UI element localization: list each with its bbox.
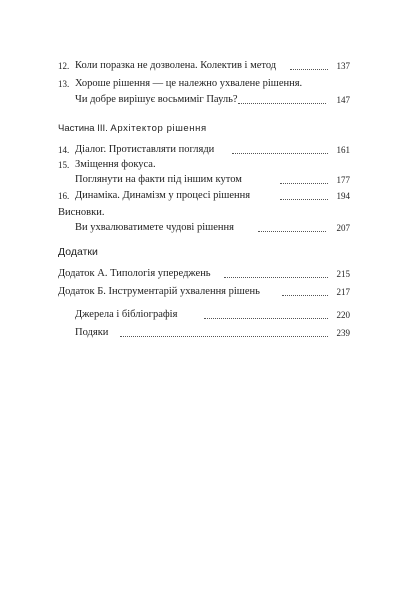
- page-number: 220: [336, 310, 350, 320]
- page-number: 161: [336, 145, 350, 155]
- toc-entry-15-line2: [58, 172, 350, 188]
- chapter-title: Динаміка. Динамізм у процесі рішення: [75, 190, 251, 201]
- toc-appendix-a: [58, 266, 350, 282]
- toc-entry-13-line2: [58, 92, 350, 108]
- dot-leader: [238, 103, 326, 104]
- page-number: 217: [336, 287, 350, 297]
- toc-entry-16: [58, 188, 350, 204]
- chapter-title: Зміщення фокуса.: [75, 159, 156, 170]
- conclusion-title: Висновки.: [58, 207, 105, 218]
- appendix-title: Додаток А. Типологія упереджень: [58, 268, 211, 279]
- toc-entry-13: [58, 76, 350, 92]
- table-of-contents: [58, 0, 350, 600]
- chapter-number: 16.: [58, 191, 70, 201]
- page-number: 147: [336, 95, 350, 105]
- dot-leader: [280, 183, 328, 184]
- toc-entry-12: [58, 58, 350, 74]
- sources-title: Джерела і бібліографія: [75, 309, 178, 320]
- toc-conclusion-line2: [58, 220, 350, 236]
- part-title: Архітектор рішення: [110, 123, 207, 134]
- page-number: 207: [336, 223, 350, 233]
- page-number: 137: [336, 61, 350, 71]
- chapter-title-continued: Поглянути на факти під іншим кутом: [75, 174, 242, 185]
- toc-sources: [58, 307, 350, 323]
- part-heading: [58, 121, 207, 137]
- dot-leader: [282, 295, 328, 296]
- acknowledgements-title: Подяки: [75, 327, 109, 338]
- toc-acknowledgements: [58, 325, 350, 341]
- dot-leader: [232, 153, 328, 154]
- dot-leader: [120, 336, 328, 337]
- chapter-number: 14.: [58, 145, 70, 155]
- page-number: 239: [336, 328, 350, 338]
- chapter-number: 13.: [58, 79, 70, 89]
- chapter-title: Діалог. Протиставляти погляди: [75, 144, 215, 155]
- part-prefix: Частина ІІІ.: [58, 123, 111, 134]
- dot-leader: [258, 231, 326, 232]
- toc-conclusion: [58, 205, 350, 221]
- dot-leader: [280, 199, 328, 200]
- chapter-title: Хороше рішення — це належно ухвалене рішення.: [75, 78, 303, 89]
- chapter-title: Коли поразка не дозволена. Колектив і метод: [75, 60, 277, 71]
- appendix-heading: Додатки: [58, 246, 98, 258]
- dot-leader: [290, 69, 328, 70]
- dot-leader: [204, 318, 328, 319]
- chapter-number: 12.: [58, 61, 70, 71]
- conclusion-subtitle: Ви ухвалюватимете чудові рішення: [75, 222, 234, 233]
- appendix-title: Додаток Б. Інструментарій ухвалення рішень: [58, 286, 260, 297]
- chapter-number: 15.: [58, 160, 70, 170]
- toc-entry-15: [58, 157, 350, 173]
- page-number: 194: [336, 191, 350, 201]
- page-number: 177: [336, 175, 350, 185]
- toc-appendix-b: [58, 284, 350, 300]
- dot-leader: [224, 277, 328, 278]
- toc-entry-14: [58, 142, 350, 158]
- page-number: 215: [336, 269, 350, 279]
- chapter-title-continued: Чи добре вирішує восьмиміг Пауль?: [75, 94, 238, 105]
